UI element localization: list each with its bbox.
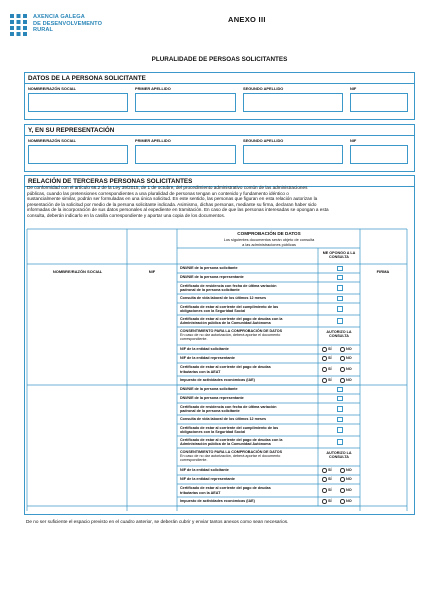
consulted-doc-label xyxy=(180,296,315,300)
consulted-doc-label-line: Certificado de residencia con fecha de última variación xyxy=(180,404,277,409)
name-label: NOMBRE/RAZÓN SOCIAL xyxy=(28,138,76,143)
no-label: NO xyxy=(346,367,352,372)
no-radio[interactable] xyxy=(340,488,345,493)
consent-doc-label xyxy=(180,499,315,503)
consulted-doc-label xyxy=(180,387,315,391)
yes-label: SÍ xyxy=(328,477,332,482)
no-label: NO xyxy=(346,468,352,473)
consulted-doc-label-line: Certificado de residencia con fecha de última variación xyxy=(180,283,277,288)
intro-paragraph-line: De conformidad con el artículo 66.2 de la Ley 39/2015, de 1 de octubre, del procedimiento administrativo común de las administraciones xyxy=(27,185,308,190)
consent-doc-label-line: tributarias con la AEAT xyxy=(180,490,221,495)
oppose-checkbox[interactable] xyxy=(337,439,343,445)
yes-radio[interactable] xyxy=(322,378,327,383)
no-radio[interactable] xyxy=(340,499,345,504)
yes-radio[interactable] xyxy=(322,468,327,473)
consent-header-line: correspondiente. xyxy=(180,457,208,462)
consent-header xyxy=(180,450,316,463)
yes-label: SÍ xyxy=(328,347,332,352)
third-party-nif-field[interactable] xyxy=(127,264,177,385)
consent-doc-label xyxy=(180,468,315,472)
consent-doc-label-line: tributarias con la AEAT xyxy=(180,369,221,374)
consulted-doc-label xyxy=(180,266,315,270)
first-surname-label: PRIMER APELLIDO xyxy=(135,138,171,143)
footnote: De no ser suficiente el espacio previsto en el cuadro anterior, se deberán cubrir y enviar tantos anexos como sean necesarios. xyxy=(26,519,289,524)
no-label: NO xyxy=(346,477,352,482)
consent-header-line: En caso de no dar autorización, deberá aportar el documento xyxy=(180,332,281,337)
nif-label: NIF xyxy=(350,86,357,91)
oppose-checkbox[interactable] xyxy=(337,427,343,433)
consent-header-line: correspondiente. xyxy=(180,336,208,341)
yes-label: SÍ xyxy=(328,356,332,361)
yes-label: SÍ xyxy=(328,378,332,383)
consent-doc-label-line: NIF de la entidad representante xyxy=(180,356,235,361)
consulted-doc-label xyxy=(180,284,315,292)
third-party-section-title: RELACIÓN DE TERCERAS PERSONAS SOLICITANTES xyxy=(25,176,414,187)
yes-radio[interactable] xyxy=(322,367,327,372)
second-surname-label: SEGUNDO APELLIDO xyxy=(243,138,284,143)
col-docs-subheader-line: a las administraciones públicas xyxy=(242,241,296,247)
authorize-header-line: CONSULTA xyxy=(329,334,349,339)
oppose-checkbox[interactable] xyxy=(337,285,343,291)
oppose-checkbox[interactable] xyxy=(337,387,343,393)
applicant-section-title: DATOS DE LA PERSONA SOLICITANTE xyxy=(25,73,414,84)
col-oppose-header-line: CONSULTA xyxy=(329,255,349,260)
no-radio[interactable] xyxy=(340,356,345,361)
consulted-doc-label-line: padronal de la persona solicitante xyxy=(180,288,240,292)
intro-paragraph-line: consulta, deberán indicarlo en la casilla correspondiente y aportar una copia de los documentos. xyxy=(27,212,226,218)
consent-doc-label-line: NIF de la entidad representante xyxy=(180,477,235,482)
yes-radio[interactable] xyxy=(322,477,327,482)
consulted-doc-label-line: Certificado de estar al corriente del pago de deudas con la xyxy=(180,437,283,442)
consent-header-line: CONSENTIMIENTO PARA LA COMPROBACIÓN DE DATOS xyxy=(180,328,283,333)
col-oppose-header xyxy=(318,251,360,260)
consulted-doc-label-line: Consulta de vida laboral de los últimos 12 meses xyxy=(180,296,267,301)
consulted-doc-label xyxy=(180,417,315,421)
oppose-checkbox[interactable] xyxy=(337,275,343,281)
third-party-nif-field[interactable] xyxy=(127,385,177,506)
consulted-doc-label xyxy=(180,275,315,279)
no-label: NO xyxy=(346,488,352,493)
nif-label: NIF xyxy=(350,138,357,143)
intro-paragraph-line: informadas de la incorporación de sus datos personales al expediente en tramitación. En caso de que las personas interesadas se opongan a esta xyxy=(27,207,329,213)
consulted-doc-label-line: Administración pública de la Comunidad Autónoma xyxy=(180,321,271,325)
consulted-doc-label-line: obligaciones con la Seguridad Social xyxy=(180,309,246,313)
second-surname-label: SEGUNDO APELLIDO xyxy=(243,86,284,91)
oppose-checkbox[interactable] xyxy=(337,296,343,302)
consulted-doc-label-line: DNI/NIE de la persona representante xyxy=(180,275,244,280)
yes-radio[interactable] xyxy=(322,356,327,361)
consulted-doc-label xyxy=(180,396,315,400)
consulted-doc-label xyxy=(180,438,315,446)
oppose-checkbox[interactable] xyxy=(337,318,343,324)
page-title: PLURALIDADE DE PERSOAS SOLICITANTES xyxy=(151,56,288,63)
consulted-doc-label-line: Consulta de vida laboral de los últimos 12 meses xyxy=(180,417,267,422)
col-docs-header: COMPROBACIÓN DE DATOS xyxy=(237,231,301,236)
consulted-doc-label-line: Certificado de estar al corriente del cumplimiento de las xyxy=(180,425,279,430)
consent-doc-label-line: Impuesto de actividades económicas (IAE) xyxy=(180,378,255,383)
col-name-header: NOMBRE/RAZÓN SOCIAL xyxy=(52,269,103,274)
consent-doc-label-line: Certificado de estar al corriente del pago de deudas xyxy=(180,365,271,370)
yes-radio[interactable] xyxy=(322,488,327,493)
agency-name-line: AXENCIA GALEGA xyxy=(33,14,85,20)
no-label: NO xyxy=(346,356,352,361)
consent-doc-label xyxy=(180,477,315,481)
consulted-doc-label-line: DNI/NIE de la persona representante xyxy=(180,396,244,401)
authorize-header xyxy=(318,330,360,339)
consent-doc-label xyxy=(180,486,315,494)
consulted-doc-label xyxy=(180,317,315,325)
consulted-doc-label-line: Certificado de estar al corriente del cumplimiento de las xyxy=(180,304,279,309)
consent-doc-label-line: Impuesto de actividades económicas (IAE) xyxy=(180,499,255,504)
col-nif-header: NIF xyxy=(148,269,156,274)
consulted-doc-label-line: DNI/NIE de la persona solicitante xyxy=(180,387,238,392)
consulted-doc-label-line: DNI/NIE de la persona solicitante xyxy=(180,266,238,271)
no-radio[interactable] xyxy=(340,367,345,372)
annex-number: ANEXO III xyxy=(228,15,266,24)
yes-label: SÍ xyxy=(328,488,332,493)
oppose-checkbox[interactable] xyxy=(337,266,343,272)
third-party-signature-field[interactable] xyxy=(360,385,407,506)
oppose-checkbox[interactable] xyxy=(337,417,343,423)
oppose-checkbox[interactable] xyxy=(337,406,343,412)
agency-name-line: DE DESENVOLVEMENTO xyxy=(33,20,103,27)
consulted-doc-label-line: obligaciones con la Seguridad Social xyxy=(180,430,246,434)
no-radio[interactable] xyxy=(340,468,345,473)
authorize-header-line: CONSULTA xyxy=(329,455,349,460)
col-sign-header: FIRMA xyxy=(376,269,390,274)
third-party-name-field[interactable] xyxy=(27,264,127,385)
yes-label: SÍ xyxy=(328,468,332,473)
oppose-checkbox[interactable] xyxy=(337,306,343,312)
consent-doc-label xyxy=(180,365,315,373)
consent-doc-label xyxy=(180,356,315,360)
representation-section-title: Y, EN SU REPRESENTACIÓN xyxy=(25,125,414,136)
consent-header xyxy=(180,329,316,342)
consent-doc-label-line: NIF de la entidad solicitante xyxy=(180,468,229,473)
first-surname-label: PRIMER APELLIDO xyxy=(135,86,171,91)
oppose-checkbox[interactable] xyxy=(337,396,343,402)
yes-radio[interactable] xyxy=(322,499,327,504)
intro-paragraph-line: públicas, cuando las pretensiones correspondientes a una pluralidad de personas tengan un contenido y fundamento idéntico o xyxy=(27,190,289,196)
no-radio[interactable] xyxy=(340,477,345,482)
consulted-doc-label xyxy=(180,426,315,434)
intro-paragraph-line: sustancialmente similar, podrán ser formuladas en una única solicitud. En este sentido, las personas que figuran en esta relación autorizan la xyxy=(27,196,318,202)
consulted-doc-label-line: Administración pública de la Comunidad Autónoma xyxy=(180,442,271,446)
authorize-header-line: AUTORIZO LA xyxy=(326,330,352,334)
yes-label: SÍ xyxy=(328,367,332,372)
col-oppose-header-line: ME OPONGO A LA xyxy=(322,251,356,255)
yes-radio[interactable] xyxy=(322,347,327,352)
name-label: NOMBRE/RAZÓN SOCIAL xyxy=(28,86,76,91)
no-label: NO xyxy=(346,378,352,383)
col-docs-subheader-line: Los siguientes documentos serán objeto de consulta xyxy=(223,237,315,242)
yes-label: SÍ xyxy=(328,499,332,504)
consent-doc-label-line: Certificado de estar al corriente del pago de deudas xyxy=(180,486,271,491)
consent-doc-label xyxy=(180,347,315,351)
consent-doc-label-line: NIF de la entidad solicitante xyxy=(180,347,229,352)
third-party-signature-field[interactable] xyxy=(360,264,407,385)
col-docs-subheader xyxy=(178,238,360,247)
no-label: NO xyxy=(346,347,352,352)
consent-doc-label xyxy=(180,378,315,382)
authorize-header xyxy=(318,451,360,460)
consulted-doc-label xyxy=(180,405,315,413)
agency-name-line: RURAL xyxy=(33,27,54,34)
consulted-doc-label-line: padronal de la persona solicitante xyxy=(180,409,240,413)
consent-header-line: En caso de no dar autorización, deberá aportar el documento xyxy=(180,453,281,458)
third-party-name-field[interactable] xyxy=(27,385,127,506)
intro-paragraph-line: presentación de la solicitud por medio de la persona solicitante indicada. Asimismo, dichas personas, mediante su firma, declaran haber sido xyxy=(27,201,317,207)
authorize-header-line: AUTORIZO LA xyxy=(326,451,352,455)
consulted-doc-label-line: Certificado de estar al corriente del pago de deudas con la xyxy=(180,316,283,321)
no-label: NO xyxy=(346,499,352,504)
no-radio[interactable] xyxy=(340,347,345,352)
consulted-doc-label xyxy=(180,305,315,313)
consent-header-line: CONSENTIMIENTO PARA LA COMPROBACIÓN DE DATOS xyxy=(180,449,283,454)
no-radio[interactable] xyxy=(340,378,345,383)
